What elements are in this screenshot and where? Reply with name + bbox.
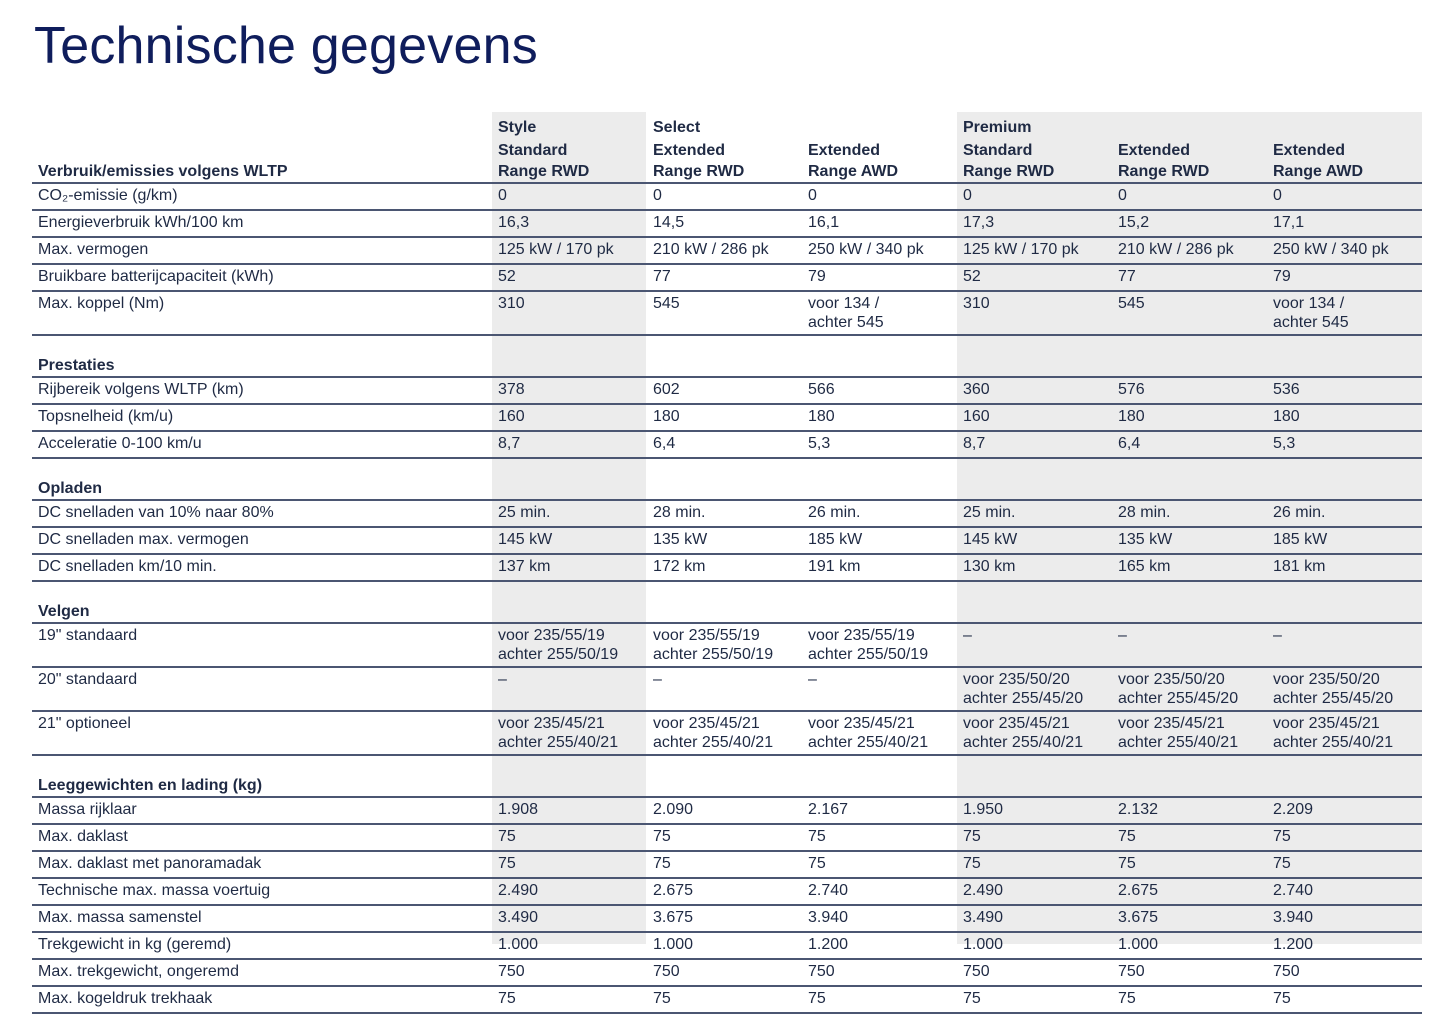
section-heading: Verbruik/emissies volgens WLTP	[32, 112, 492, 183]
value-cell: 1.000	[492, 932, 647, 959]
value-line: achter 255/40/21	[1273, 734, 1394, 751]
value-line: achter 255/45/20	[1118, 690, 1239, 707]
value-line: voor 235/45/21	[1118, 715, 1225, 732]
value-cell: 750	[492, 959, 647, 986]
value-cell: 180	[1112, 404, 1267, 431]
value-cell: 210 kW / 286 pk	[647, 237, 802, 264]
value-cell: 602	[647, 377, 802, 404]
section-gap	[32, 755, 1422, 775]
section-heading-row	[32, 601, 1422, 623]
table-row	[32, 237, 1422, 264]
heading-cell	[647, 775, 802, 797]
value-cell: 0	[957, 183, 1112, 210]
value-cell	[492, 711, 647, 755]
value-line: voor 235/45/21	[1273, 715, 1380, 732]
value-line: voor 134 /	[1273, 295, 1345, 312]
value-cell	[1267, 711, 1422, 755]
gap-cell	[647, 335, 802, 355]
value-cell: 185 kW	[802, 527, 957, 554]
gap-cell	[1112, 458, 1267, 478]
value-cell: 0	[492, 183, 647, 210]
value-cell: 26 min.	[802, 500, 957, 527]
heading-cell	[957, 601, 1112, 623]
value-cell: 52	[957, 264, 1112, 291]
table-row	[32, 431, 1422, 458]
value-cell: 750	[647, 959, 802, 986]
row-label: 20" standaard	[32, 667, 492, 711]
model-line-1: Extended	[1273, 142, 1346, 159]
value-cell: 750	[957, 959, 1112, 986]
model-line-2: Range AWD	[1273, 163, 1364, 180]
value-cell: 5,3	[1267, 431, 1422, 458]
value-cell: 77	[647, 264, 802, 291]
section-heading-row	[32, 355, 1422, 377]
gap-cell	[32, 335, 492, 355]
table-row	[32, 824, 1422, 851]
value-cell: 3.490	[957, 905, 1112, 932]
value-cell: 75	[802, 986, 957, 1013]
value-cell: 77	[1112, 264, 1267, 291]
gap-cell	[32, 755, 492, 775]
row-label: Massa rijklaar	[32, 797, 492, 824]
value-cell: 75	[1267, 986, 1422, 1013]
value-cell: 2.740	[1267, 878, 1422, 905]
gap-cell	[492, 458, 647, 478]
trim-name	[808, 116, 951, 139]
row-label: Acceleratie 0-100 km/u	[32, 431, 492, 458]
gap-cell	[1267, 335, 1422, 355]
value-cell: –	[1267, 623, 1422, 667]
model-line-1: Extended	[653, 142, 726, 159]
value-line: voor 235/55/19	[808, 627, 915, 644]
value-cell: 3.675	[647, 905, 802, 932]
value-cell: 52	[492, 264, 647, 291]
value-cell: 750	[1112, 959, 1267, 986]
value-cell: 79	[802, 264, 957, 291]
value-cell: 28 min.	[1112, 500, 1267, 527]
table-row	[32, 554, 1422, 581]
value-cell: 2.167	[802, 797, 957, 824]
value-cell: 125 kW / 170 pk	[957, 237, 1112, 264]
row-label: Max. koppel (Nm)	[32, 291, 492, 335]
page-title: Technische gegevens	[34, 17, 538, 75]
value-cell: 536	[1267, 377, 1422, 404]
value-line: achter 545	[808, 314, 884, 331]
value-cell: 750	[802, 959, 957, 986]
value-cell: 250 kW / 340 pk	[1267, 237, 1422, 264]
gap-cell	[492, 335, 647, 355]
value-cell: 3.490	[492, 905, 647, 932]
value-cell	[492, 623, 647, 667]
row-label: CO₂-emissie (g/km)	[32, 183, 492, 210]
value-cell: 185 kW	[1267, 527, 1422, 554]
section-gap	[32, 335, 1422, 355]
table-row	[32, 264, 1422, 291]
heading-cell	[647, 478, 802, 500]
value-cell: 2.675	[647, 878, 802, 905]
heading-cell	[802, 775, 957, 797]
value-cell: 2.490	[492, 878, 647, 905]
row-label: DC snelladen max. vermogen	[32, 527, 492, 554]
row-label: Topsnelheid (km/u)	[32, 404, 492, 431]
value-cell: 26 min.	[1267, 500, 1422, 527]
value-line: voor 235/45/21	[498, 715, 605, 732]
heading-cell	[1267, 478, 1422, 500]
row-label: 19" standaard	[32, 623, 492, 667]
value-line: voor 235/45/21	[963, 715, 1070, 732]
value-cell: 75	[957, 986, 1112, 1013]
value-cell: 6,4	[647, 431, 802, 458]
value-cell: 17,3	[957, 210, 1112, 237]
value-cell	[1267, 667, 1422, 711]
model-line-2: Range RWD	[1118, 163, 1210, 180]
heading-cell	[802, 478, 957, 500]
value-cell: 5,3	[802, 431, 957, 458]
row-label: Rijbereik volgens WLTP (km)	[32, 377, 492, 404]
value-line: achter 255/50/19	[653, 646, 774, 663]
heading-cell	[1267, 601, 1422, 623]
section-heading: Opladen	[32, 478, 492, 500]
column-header	[1112, 112, 1267, 183]
value-cell: 75	[647, 851, 802, 878]
section-heading-row	[32, 478, 1422, 500]
value-cell: 137 km	[492, 554, 647, 581]
value-cell: 0	[802, 183, 957, 210]
table-row	[32, 210, 1422, 237]
value-cell: 75	[492, 986, 647, 1013]
value-cell: 310	[492, 291, 647, 335]
heading-cell	[957, 355, 1112, 377]
value-cell: 191 km	[802, 554, 957, 581]
value-cell: 2.209	[1267, 797, 1422, 824]
value-cell: –	[1112, 623, 1267, 667]
gap-cell	[647, 581, 802, 601]
value-cell: 180	[1267, 404, 1422, 431]
row-label: Max. massa samenstel	[32, 905, 492, 932]
value-cell: 75	[802, 824, 957, 851]
value-line: achter 255/45/20	[1273, 690, 1394, 707]
value-cell: 750	[1267, 959, 1422, 986]
row-label: DC snelladen km/10 min.	[32, 554, 492, 581]
value-cell: 1.908	[492, 797, 647, 824]
value-cell: 145 kW	[492, 527, 647, 554]
value-cell: 2.740	[802, 878, 957, 905]
value-cell	[1112, 667, 1267, 711]
value-cell: 3.940	[1267, 905, 1422, 932]
value-cell: 310	[957, 291, 1112, 335]
gap-cell	[802, 581, 957, 601]
heading-cell	[492, 355, 647, 377]
value-cell: 360	[957, 377, 1112, 404]
value-cell: 180	[802, 404, 957, 431]
value-cell: –	[802, 667, 957, 711]
section-gap	[32, 458, 1422, 478]
heading-cell	[802, 601, 957, 623]
gap-cell	[1112, 335, 1267, 355]
row-label: Max. trekgewicht, ongeremd	[32, 959, 492, 986]
table-row	[32, 291, 1422, 335]
value-cell: 3.675	[1112, 905, 1267, 932]
value-line: voor 235/50/20	[963, 671, 1070, 688]
model-line-1: Extended	[808, 142, 881, 159]
trim-name: Select	[653, 119, 701, 136]
value-cell: 165 km	[1112, 554, 1267, 581]
gap-cell	[802, 458, 957, 478]
value-cell: 1.200	[1267, 932, 1422, 959]
value-line: voor 134 /	[808, 295, 880, 312]
value-line: achter 255/40/21	[498, 734, 619, 751]
heading-cell	[802, 355, 957, 377]
value-line: achter 255/40/21	[653, 734, 774, 751]
value-cell: 181 km	[1267, 554, 1422, 581]
value-cell: 25 min.	[957, 500, 1112, 527]
value-cell: 566	[802, 377, 957, 404]
model-line-2: Range RWD	[653, 163, 745, 180]
gap-cell	[32, 458, 492, 478]
gap-cell	[957, 458, 1112, 478]
value-cell: 75	[492, 851, 647, 878]
value-cell: 28 min.	[647, 500, 802, 527]
heading-cell	[957, 478, 1112, 500]
trim-name	[1118, 116, 1261, 139]
gap-cell	[647, 755, 802, 775]
value-cell: 75	[957, 824, 1112, 851]
value-cell: 160	[492, 404, 647, 431]
value-cell: –	[957, 623, 1112, 667]
table-row	[32, 797, 1422, 824]
value-cell: 1.200	[802, 932, 957, 959]
value-cell: 250 kW / 340 pk	[802, 237, 957, 264]
value-cell: 210 kW / 286 pk	[1112, 237, 1267, 264]
column-header	[492, 112, 647, 183]
gap-cell	[1112, 581, 1267, 601]
value-cell: 125 kW / 170 pk	[492, 237, 647, 264]
heading-cell	[1267, 775, 1422, 797]
value-cell: 79	[1267, 264, 1422, 291]
model-line-2: Range RWD	[498, 163, 590, 180]
model-line-1: Extended	[1118, 142, 1191, 159]
gap-cell	[1267, 581, 1422, 601]
column-header	[802, 112, 957, 183]
value-cell: 75	[1112, 986, 1267, 1013]
value-line: achter 255/50/19	[498, 646, 619, 663]
value-cell: 180	[647, 404, 802, 431]
gap-cell	[492, 755, 647, 775]
row-label: Max. kogeldruk trekhaak	[32, 986, 492, 1013]
row-label: Max. daklast met panoramadak	[32, 851, 492, 878]
value-line: achter 255/40/21	[1118, 734, 1239, 751]
heading-cell	[1112, 601, 1267, 623]
value-cell: 75	[957, 851, 1112, 878]
value-cell: 545	[647, 291, 802, 335]
table-row	[32, 183, 1422, 210]
value-cell: 1.000	[957, 932, 1112, 959]
gap-cell	[802, 335, 957, 355]
value-cell: 75	[647, 824, 802, 851]
gap-cell	[1112, 755, 1267, 775]
value-cell: 2.675	[1112, 878, 1267, 905]
value-cell	[802, 711, 957, 755]
trim-name: Premium	[963, 119, 1032, 136]
row-label: Energieverbruik kWh/100 km	[32, 210, 492, 237]
value-cell	[802, 623, 957, 667]
value-cell: 2.132	[1112, 797, 1267, 824]
value-cell	[802, 291, 957, 335]
value-cell: 75	[492, 824, 647, 851]
gap-cell	[957, 335, 1112, 355]
heading-cell	[647, 355, 802, 377]
value-line: achter 545	[1273, 314, 1349, 331]
value-cell: 0	[1267, 183, 1422, 210]
section-heading: Prestaties	[32, 355, 492, 377]
section-gap	[32, 581, 1422, 601]
value-cell: 1.000	[1112, 932, 1267, 959]
heading-cell	[1267, 355, 1422, 377]
table-row	[32, 932, 1422, 959]
value-cell: 2.490	[957, 878, 1112, 905]
value-cell: 576	[1112, 377, 1267, 404]
model-line-2: Range AWD	[808, 163, 899, 180]
value-cell: 8,7	[957, 431, 1112, 458]
value-cell: 545	[1112, 291, 1267, 335]
value-cell: –	[492, 667, 647, 711]
value-cell: 1.000	[647, 932, 802, 959]
value-cell: 135 kW	[1112, 527, 1267, 554]
table-row	[32, 711, 1422, 755]
table-row	[32, 878, 1422, 905]
value-cell: 75	[1267, 851, 1422, 878]
table-row	[32, 527, 1422, 554]
value-line: achter 255/45/20	[963, 690, 1084, 707]
value-cell: 17,1	[1267, 210, 1422, 237]
value-cell: 75	[1267, 824, 1422, 851]
heading-cell	[492, 601, 647, 623]
value-cell: 8,7	[492, 431, 647, 458]
value-line: achter 255/40/21	[808, 734, 929, 751]
value-cell: 75	[1112, 851, 1267, 878]
value-line: voor 235/55/19	[498, 627, 605, 644]
spec-table	[32, 112, 1422, 1014]
value-cell	[957, 667, 1112, 711]
value-cell: 75	[647, 986, 802, 1013]
gap-cell	[32, 581, 492, 601]
value-line: voor 235/50/20	[1118, 671, 1225, 688]
heading-cell	[647, 601, 802, 623]
value-cell: 0	[1112, 183, 1267, 210]
column-header	[647, 112, 802, 183]
section-heading-row	[32, 775, 1422, 797]
heading-cell	[1112, 478, 1267, 500]
value-line: voor 235/45/21	[653, 715, 760, 732]
gap-cell	[1267, 755, 1422, 775]
section-heading: Leeggewichten en lading (kg)	[32, 775, 492, 797]
gap-cell	[957, 755, 1112, 775]
heading-cell	[1112, 355, 1267, 377]
heading-cell	[492, 478, 647, 500]
value-cell: 6,4	[1112, 431, 1267, 458]
trim-name: Style	[498, 119, 537, 136]
value-cell: 14,5	[647, 210, 802, 237]
value-cell: 2.090	[647, 797, 802, 824]
column-header	[957, 112, 1112, 183]
value-cell	[1112, 711, 1267, 755]
heading-cell	[1112, 775, 1267, 797]
gap-cell	[802, 755, 957, 775]
column-header-row	[32, 112, 1422, 183]
value-line: voor 235/45/21	[808, 715, 915, 732]
row-label: Max. daklast	[32, 824, 492, 851]
value-cell: 1.950	[957, 797, 1112, 824]
value-line: voor 235/50/20	[1273, 671, 1380, 688]
value-line: achter 255/50/19	[808, 646, 929, 663]
section-heading: Velgen	[32, 601, 492, 623]
table-row	[32, 500, 1422, 527]
row-label: 21" optioneel	[32, 711, 492, 755]
table-row	[32, 851, 1422, 878]
value-cell: 0	[647, 183, 802, 210]
table-row	[32, 905, 1422, 932]
table-row	[32, 667, 1422, 711]
value-cell: 172 km	[647, 554, 802, 581]
value-line: voor 235/55/19	[653, 627, 760, 644]
value-cell	[647, 623, 802, 667]
value-cell	[647, 711, 802, 755]
model-line-1: Standard	[498, 142, 568, 159]
value-cell: 75	[1112, 824, 1267, 851]
heading-cell	[492, 775, 647, 797]
gap-cell	[647, 458, 802, 478]
value-cell: –	[647, 667, 802, 711]
table-row	[32, 377, 1422, 404]
gap-cell	[957, 581, 1112, 601]
row-label: Bruikbare batterijcapaciteit (kWh)	[32, 264, 492, 291]
value-cell: 145 kW	[957, 527, 1112, 554]
row-label: Trekgewicht in kg (geremd)	[32, 932, 492, 959]
table-row	[32, 986, 1422, 1013]
gap-cell	[492, 581, 647, 601]
model-line-2: Range RWD	[963, 163, 1055, 180]
row-label: Max. vermogen	[32, 237, 492, 264]
table-row	[32, 959, 1422, 986]
value-cell	[957, 711, 1112, 755]
value-cell: 75	[802, 851, 957, 878]
trim-name	[1273, 116, 1416, 139]
table-row	[32, 623, 1422, 667]
value-cell	[1267, 291, 1422, 335]
value-cell: 15,2	[1112, 210, 1267, 237]
column-header	[1267, 112, 1422, 183]
value-cell: 135 kW	[647, 527, 802, 554]
value-cell: 16,1	[802, 210, 957, 237]
value-cell: 3.940	[802, 905, 957, 932]
model-line-1: Standard	[963, 142, 1033, 159]
row-label: DC snelladen van 10% naar 80%	[32, 500, 492, 527]
heading-cell	[957, 775, 1112, 797]
value-cell: 16,3	[492, 210, 647, 237]
value-cell: 378	[492, 377, 647, 404]
value-cell: 160	[957, 404, 1112, 431]
table-row	[32, 404, 1422, 431]
value-line: achter 255/40/21	[963, 734, 1084, 751]
value-cell: 130 km	[957, 554, 1112, 581]
row-label: Technische max. massa voertuig	[32, 878, 492, 905]
gap-cell	[1267, 458, 1422, 478]
value-cell: 25 min.	[492, 500, 647, 527]
